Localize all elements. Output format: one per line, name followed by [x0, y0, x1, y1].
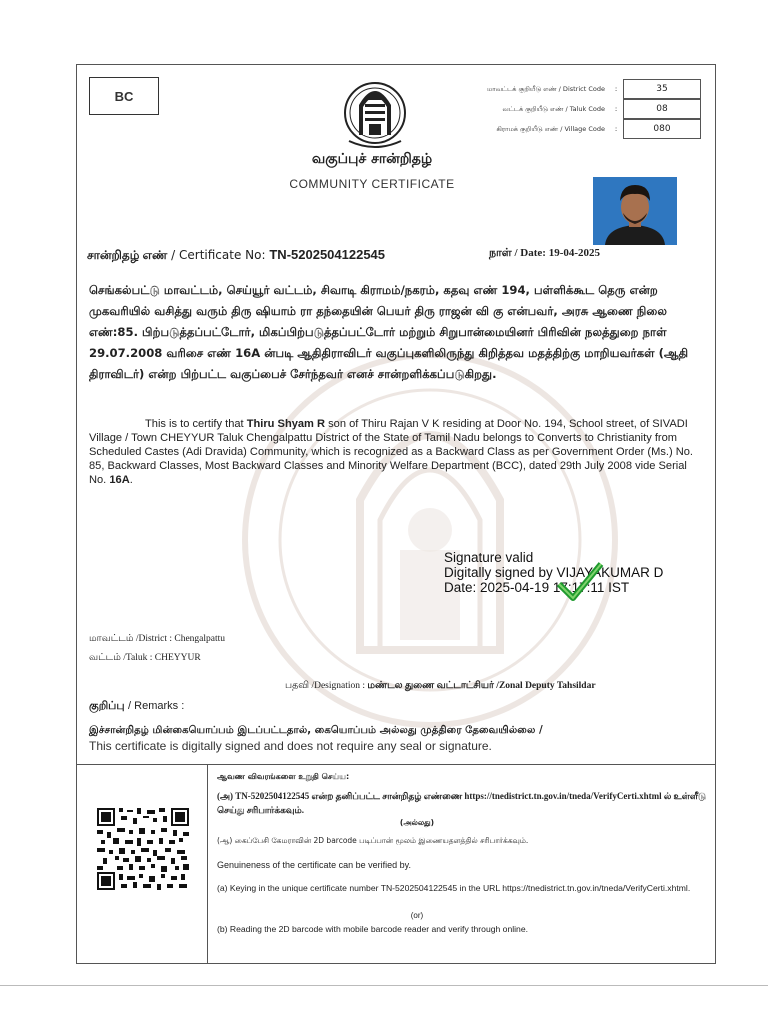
certificate-date: 19-04-2025 [548, 247, 601, 259]
taluk-value: CHEYYUR [154, 653, 201, 661]
verify-heading-english: Genuineness of the certificate can be verified by. [217, 860, 411, 870]
village-code-row: கிராமக் குறியீடு எண் / Village Code : 080 [455, 119, 715, 139]
digital-sign-note-english: This certificate is digitally signed and does not require any seal or signature. [89, 739, 492, 753]
remarks-label: / Remarks : [128, 700, 185, 712]
taluk-line [89, 652, 201, 661]
certificate-number-label-tamil: சான்றிதழ் எண் [87, 248, 168, 262]
category-box: BC [89, 77, 159, 115]
district-value: Chengalpattu [174, 634, 226, 644]
district-code-value: 35 [623, 79, 701, 99]
qr-code-icon[interactable] [97, 808, 189, 890]
district-label: மாவட்டம் /District : [89, 634, 172, 644]
community-certificate [76, 64, 716, 964]
remarks-label-tamil: குறிப்பு [89, 699, 125, 712]
designation-value: மண்டல துணை வட்டாட்சியர் /Zonal Deputy Tahsildar [367, 681, 596, 691]
signature-status: Signature valid [444, 550, 534, 565]
village-code-label: கிராமக் குறியீடு எண் / Village Code [496, 124, 605, 133]
taluk-label: வட்டம் /Taluk : [89, 653, 153, 661]
title-tamil: வகுப்புச் சான்றிதழ் [311, 151, 433, 167]
verify-barcode-line-english: (b) Reading the 2D barcode with mobile barcode reader and verify through online. [217, 924, 528, 934]
tamil-certification-text: செங்கல்பட்டு மாவட்டம், செய்யூர் வட்டம், சிவாடி கிராமம்/நகரம், கதவு எண் 194, பள்ளிக்கூட தெரு என்ற முகவரியில் வசித்து வரும் திரு ஷியாம் ரா தந்தையின் பெயர் திரு ராஜன் வி கு என்பவர், அரசு ஆணை நிலை எண்:85. பிற்படுத்தப்பட்டோர், மிகப்பிற்படுத்தப்பட்டோர் மற்றும் சிறுபான்மையினர் பிரிவின் நலத்துறை நாள் 29.07.2008 வரிசை எண் 16A ன்படி ஆதிதிராவிடர் வகுப்புகளிலிருந்து கிறித்தவ மதத்திற்கு மாறியவர்கள் (ஆதி திராவிடர்) என்ற பிற்பட்ட வகுப்பைச் சேர்ந்தவர் எனச் சான்றளிக்கப்படுகிறது. [89, 283, 689, 381]
district-code-label: மாவட்டக் குறியீடு எண் / District Code [487, 84, 605, 93]
signature-valid-check-icon [555, 560, 605, 604]
verification-divider [207, 765, 208, 963]
verify-or-english: (or) [410, 911, 424, 920]
taluk-code-value: 08 [623, 99, 701, 119]
district-code-row: மாவட்டக் குறியீடு எண் / District Code : 35 [455, 79, 715, 99]
serial-number: 16A [109, 474, 130, 486]
tamil-nadu-emblem-icon [343, 77, 407, 151]
village-code-value: 080 [623, 119, 701, 139]
certificate-date-label: நாள் / Date: [489, 247, 546, 259]
certificate-number-line [87, 247, 385, 264]
designation-label: பதவி /Designation : [285, 681, 366, 691]
certificate-date-line [489, 247, 600, 261]
watermark-emblem-icon [240, 350, 620, 730]
taluk-code-label: வட்டக் குறியீடு எண் / Taluk Code [502, 104, 605, 113]
verify-url-line-english: (a) Keying in the unique certificate number TN-5202504122545 in the URL https://tnedistrict.tn.gov.in/tneda/VerifyCerti.xhtml. [217, 883, 691, 893]
district-line [89, 633, 225, 645]
signature-signed-by: Digitally signed by VIJAYAKUMAR D [444, 565, 664, 580]
verify-barcode-line-tamil: (ஆ) கைப்பேசி கேமராவின் 2D barcode படிப்பான் மூலம் இணையதளத்தில் சரிபார்க்கவும். [217, 836, 529, 845]
certificate-number: TN-5202504122545 [269, 247, 386, 262]
taluk-code-row: வட்டக் குறியீடு எண் / Taluk Code : 08 [455, 99, 715, 119]
applicant-name: Thiru Shyam R [246, 418, 326, 430]
verification-section [77, 764, 715, 963]
applicant-photo [593, 177, 677, 245]
verify-heading-tamil: ஆவண விவரங்களை உறுதி செய்ய: [217, 772, 350, 781]
verify-url-line-tamil: (அ) TN-5202504122545 என்ற தனிப்பட்ட சான்றிதழ் எண்ணை https://tnedistrict.tn.gov.in/tneda/VerifyCerti.xhtml ல் உள்ளீடு செய்து சரிபார்க்கவும். [217, 791, 706, 815]
title-english: COMMUNITY CERTIFICATE [289, 177, 455, 191]
designation-line [285, 680, 596, 692]
english-certification-text: This is to certify that Thiru Shyam R son of Thiru Rajan V K residing at Door No. 194, School street, of SIVADI Village / Town CHEYYUR Taluk Chengalpattu District of the State of Tamil Nadu belongs to Converts to Christianity from Scheduled Castes (Adi Dravida) Community, which is recognized as a Backward Class as per Government Order (Ms.) No. 85, Backward Classes, Most Backward Classes and Minority Welfare Department (BCC), dated 29th July 2008 vide Serial No. 16A. [89, 418, 694, 486]
digital-sign-note-tamil: இச்சான்றிதழ் மின்கையொப்பம் இடப்பட்டதால், கையொப்பம் அல்லது முத்திரை தேவையில்லை / [89, 725, 543, 736]
signature-date: Date: 2025-04-19 17:17:11 IST [444, 580, 630, 595]
verify-or-tamil: (அல்லது) [399, 818, 435, 827]
remarks-line [89, 699, 184, 714]
digital-signature-block [444, 550, 663, 595]
page-bottom-rule [0, 985, 768, 986]
certificate-number-label: / Certificate No: [171, 248, 266, 262]
code-table [455, 79, 715, 139]
